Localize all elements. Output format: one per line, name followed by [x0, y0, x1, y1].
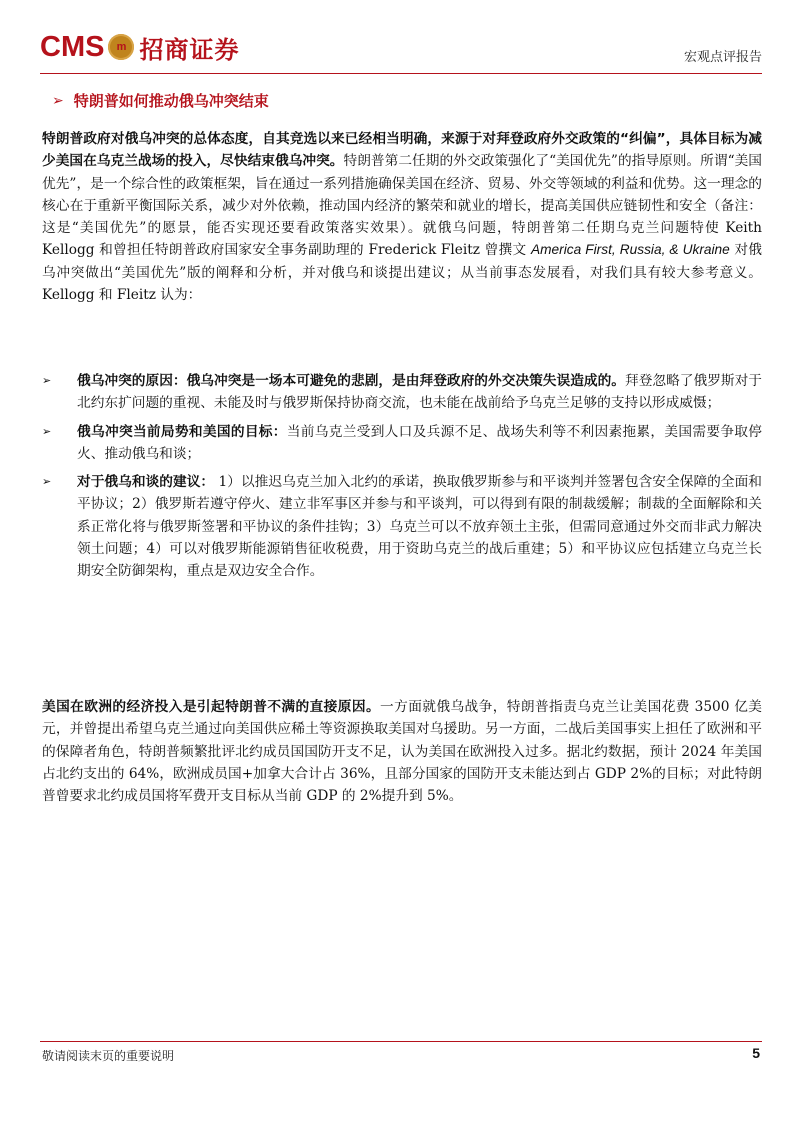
header-divider: [40, 73, 762, 74]
list-item-heading: 俄乌冲突的原因：俄乌冲突是一场本可避免的悲剧，是由拜登政府的外交决策失误造成的。: [77, 373, 625, 389]
intro-text: [42, 128, 762, 306]
europe-bold-text: 美国在欧洲的经济投入是引起特朗普不满的直接原因。: [42, 699, 381, 715]
report-type-label: 宏观点评报告: [683, 50, 762, 65]
intro-bold-text: 特朗普政府对俄乌冲突的总体态度，自其竞选以来已经相当明确，来源于对拜登政府外交政策的“纠偏”，具体目标为减少美国在乌克兰战场的投入，尽快结束俄乌冲突。: [42, 131, 762, 170]
intro-body-part1: 特朗普第二任期的外交政策强化了“美国优先”的指导原则。所谓“美国优先”，是一个综合性的政策框架，旨在通过一系列措施确保美国在经济、贸易、外交等领域的利益和优势。这一理念的核心在于重新平衡国际关系，减少对外依赖，推动国内经济的繁荣和就业的增长，提高美国供应链韧性和安全（备注：这是“美国优先”的愿景，能否实现还要看政策落实效果）。就俄乌问题，特朗普第二任期乌克兰问题特使 Keith Kellogg 和曾担任特朗普政府国家安全事务副助理的 Frederick Fleitz 曾撰文: [42, 153, 762, 259]
europe-body-text: 一方面就俄乌战争，特朗普指责乌克兰让美国花费 3500 亿美元，并曾提出希望乌克兰通过向美国供应稀土等资源换取美国对乌援助。另一方面，二战后美国事实上担任了欧洲和平的保障者角色，特朗普频繁批评北约成员国国防开支不足，认为美国在欧洲投入过多。据北约数据，预计 2024 年美国占北约支出的 64%，欧洲成员国+加拿大合计占 36%，且部分国家的国防开支未能达到占 GDP 2%的目标；对此特朗普曾要求北约成员国将军费开支目标从当前 GDP 的 2%提升到 5%。: [42, 699, 762, 805]
intro-paragraph: [42, 128, 762, 306]
company-logo: [40, 30, 239, 64]
arrow-bullet-icon: ➢: [42, 475, 52, 489]
logo-latin-text: CMS: [40, 30, 105, 63]
europe-text: [42, 696, 762, 807]
arrow-bullet-icon: ➢: [52, 92, 64, 109]
list-item: [42, 471, 762, 582]
list-item-heading: 对于俄乌和谈的建议：: [77, 474, 215, 491]
arrow-bullet-icon: ➢: [42, 424, 52, 438]
list-item: [42, 421, 762, 466]
list-item-text: 1）以推迟乌克兰加入北约的承诺，换取俄罗斯参与和平谈判并签署包含安全保障的全面和平协议；2）俄罗斯若遵守停火、建立非军事区并参与和平谈判，可以得到有限的制裁缓解；制裁的全面解除和关系正常化将与俄罗斯签署和平协议的条件挂钩；3）乌克兰可以不放弃领土主张，但需同意通过外交而非武力解决领土问题；4）可以对俄罗斯能源销售征收税费，用于资助乌克兰的战后重建；5）和平协议应包括建立乌克兰长期安全防御架构，重点是双边安全合作。: [77, 474, 762, 580]
arrow-bullet-icon: ➢: [42, 374, 52, 387]
book-title: America First, Russia, & Ukraine: [531, 242, 730, 258]
footer-divider: [40, 1041, 762, 1042]
page-number: 5: [752, 1045, 760, 1061]
footer-disclaimer: 敬请阅读末页的重要说明: [42, 1049, 175, 1063]
page-header: [40, 26, 762, 76]
intro-body-part2: 对俄乌冲突做出“美国优先”版的阐释和分析，并对俄乌和谈提出建议；从当前事态发展看，对我们具有较大参考意义。Kellogg 和 Fleitz 认为：: [42, 242, 762, 304]
europe-paragraph: [42, 696, 762, 807]
list-item: [42, 370, 762, 415]
logo-chinese-name: 招商证券: [139, 35, 240, 64]
list-item-text: 当前乌克兰受到人口及兵源不足、战场失利等不利因素拖累，美国需要争取停火、推动俄乌和谈；: [77, 423, 762, 462]
list-item-text: 拜登忽略了俄罗斯对于北约东扩问题的重视、未能及时与俄罗斯保持协商交流，也未能在战前给予乌克兰足够的支持以形成威慑；: [77, 373, 762, 412]
section-title: [52, 90, 269, 111]
logo-emblem-icon: m: [108, 34, 134, 60]
recommendation-list: [42, 370, 762, 589]
section-title-text: 特朗普如何推动俄乌冲突结束: [73, 92, 269, 110]
list-item-heading: 俄乌冲突当前局势和美国的目标：: [77, 423, 287, 440]
